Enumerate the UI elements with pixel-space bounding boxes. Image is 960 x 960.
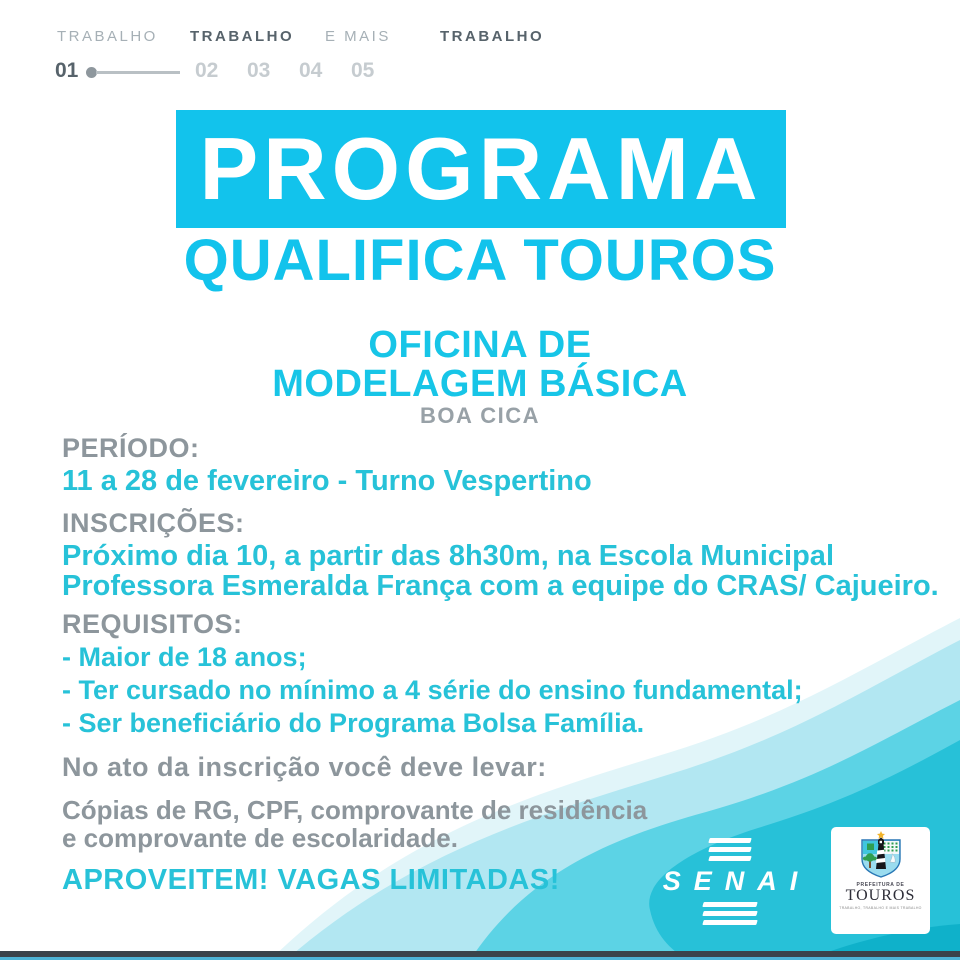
requisito-item-1: - Maior de 18 anos; [62,642,307,672]
program-banner-title: PROGRAMA [199,119,763,218]
nav-item-e-mais[interactable]: E MAIS [325,28,391,45]
requisito-item-3: - Ser beneficiário do Programa Bolsa Família. [62,708,645,738]
nav-item-trabalho-2[interactable]: TRABALHO [190,28,295,45]
levar-label: No ato da inscrição você deve levar: [62,752,547,782]
info-column [62,433,957,897]
inscricoes-label: INSCRIÇÕES: [62,508,245,538]
senai-stripe-icon [708,856,751,861]
pager-progress-line [96,71,180,74]
touros-crest-icon [855,831,907,881]
senai-stripe-icon [702,920,757,925]
periodo-label: PERÍODO: [62,433,200,463]
pager-current-page[interactable]: 01 [55,59,79,82]
touros-wordmark: TOUROS [845,887,916,904]
cta-text: APROVEITEM! VAGAS LIMITADAS! [62,864,560,896]
touros-motto: TRABALHO, TRABALHO E MAIS TRABALHO [839,905,922,910]
nav-item-trabalho-1[interactable]: TRABALHO [57,28,158,45]
senai-stripe-icon [708,847,751,852]
touros-prefeitura-label: PREFEITURA DE [856,882,905,888]
pager-page-04[interactable]: 04 [299,59,323,82]
workshop-venue: BOA CICA [420,403,540,428]
inscricoes-value: Próximo dia 10, a partir das 8h30m, na Escola Municipal Professora Esmeralda França com a equipe do CRAS/ Cajueiro. [62,540,939,602]
senai-wordmark: SENAI [662,866,811,896]
pager-page-03[interactable]: 03 [247,59,271,82]
pager-page-05[interactable]: 05 [351,59,375,82]
workshop-title [0,326,960,404]
levar-value: Cópias de RG, CPF, comprovante de residência e comprovante de escolaridade. [62,795,648,853]
program-name: QUALIFICA TOUROS [183,228,777,293]
touros-logo-card [831,827,930,934]
senai-stripe-icon [702,902,757,907]
requisitos-label: REQUISITOS: [62,609,243,639]
requisito-item-2: - Ter cursado no mínimo a 4 série do ensino fundamental; [62,675,803,705]
senai-logo [652,834,811,925]
nav-item-trabalho-3[interactable]: TRABALHO [440,28,545,45]
workshop-title-line2: MODELAGEM BÁSICA [272,363,688,405]
periodo-value: 11 a 28 de fevereiro - Turno Vespertino [62,465,592,497]
pager-page-02[interactable]: 02 [195,59,219,82]
senai-stripe-icon [708,838,751,843]
workshop-title-line1: OFICINA DE [368,324,592,366]
program-banner [176,110,786,228]
senai-stripe-icon [702,911,757,916]
